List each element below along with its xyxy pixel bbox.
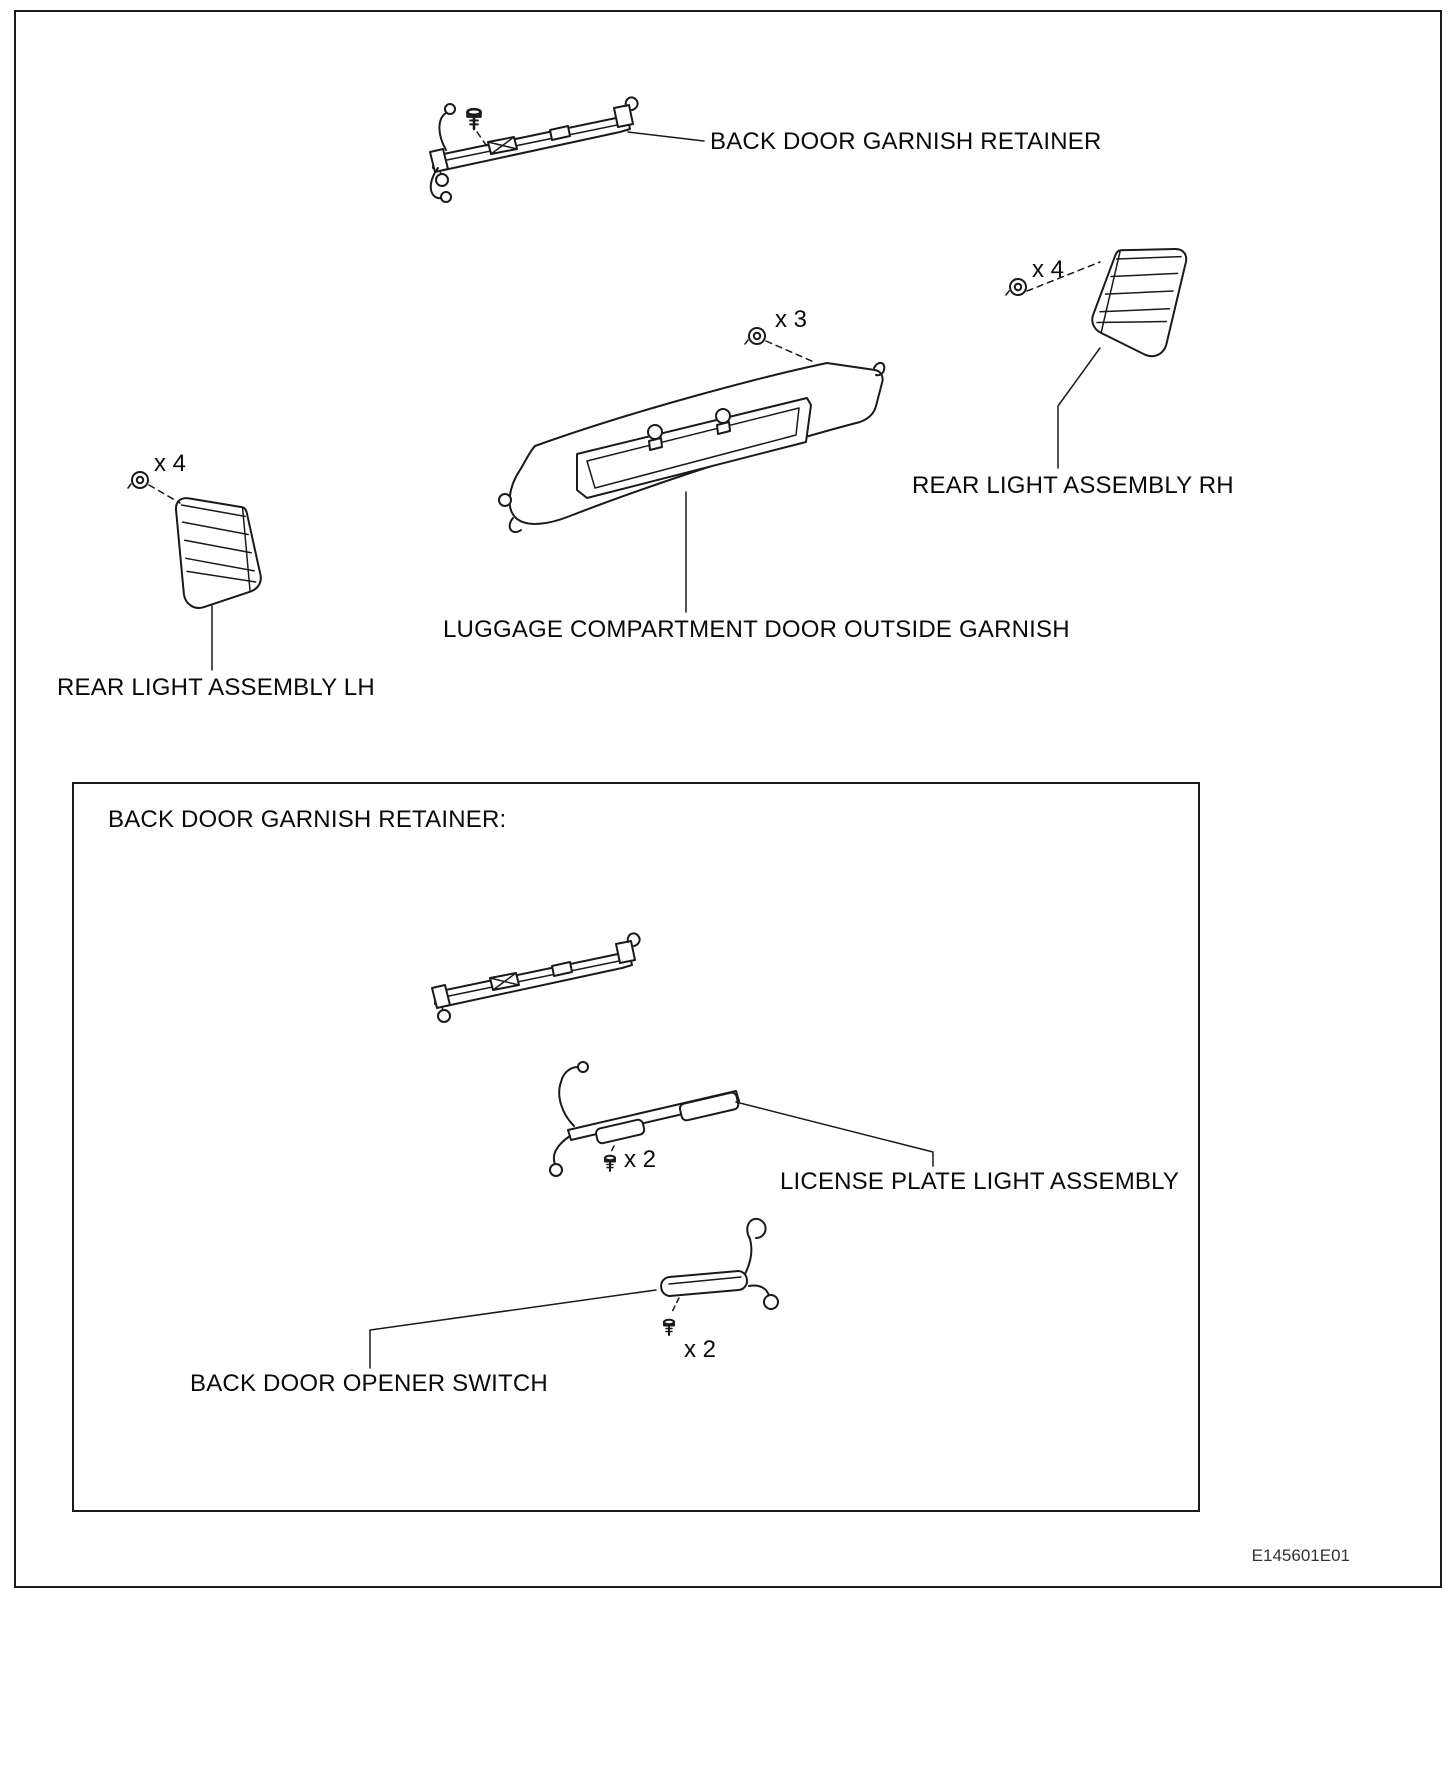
rear-light-rh-drawing: [1089, 242, 1187, 358]
count-rear-light-lh-bolts: x 4: [154, 450, 187, 477]
count-luggage-garnish-bolts: x 3: [775, 306, 808, 333]
license-plate-light-screw: [605, 1156, 615, 1171]
figure-code: E145601E01: [1251, 1546, 1350, 1565]
label-luggage-compartment-door-outside-garnish: LUGGAGE COMPARTMENT DOOR OUTSIDE GARNISH: [443, 616, 1070, 643]
label-rear-light-assembly-lh: REAR LIGHT ASSEMBLY LH: [57, 674, 375, 701]
count-opener-switch-screws: x 2: [684, 1336, 717, 1363]
count-rear-light-rh-bolts: x 4: [1032, 256, 1065, 283]
label-rear-light-assembly-rh: REAR LIGHT ASSEMBLY RH: [912, 472, 1234, 499]
luggage-garnish-drawing: [499, 363, 884, 532]
back-door-garnish-retainer-drawing: [430, 97, 638, 202]
opener-switch-screw: [664, 1320, 674, 1335]
inset-retainer-drawing: [432, 933, 640, 1022]
label-back-door-opener-switch: BACK DOOR OPENER SWITCH: [190, 1370, 548, 1397]
label-back-door-garnish-retainer: BACK DOOR GARNISH RETAINER: [710, 128, 1102, 155]
opener-switch-drawing: [660, 1219, 778, 1314]
count-license-plate-light-screws: x 2: [624, 1146, 657, 1173]
label-license-plate-light-assembly: LICENSE PLATE LIGHT ASSEMBLY: [780, 1168, 1180, 1195]
inset-title-back-door-garnish-retainer: BACK DOOR GARNISH RETAINER:: [108, 806, 507, 833]
rear-light-lh-drawing: [171, 498, 265, 611]
